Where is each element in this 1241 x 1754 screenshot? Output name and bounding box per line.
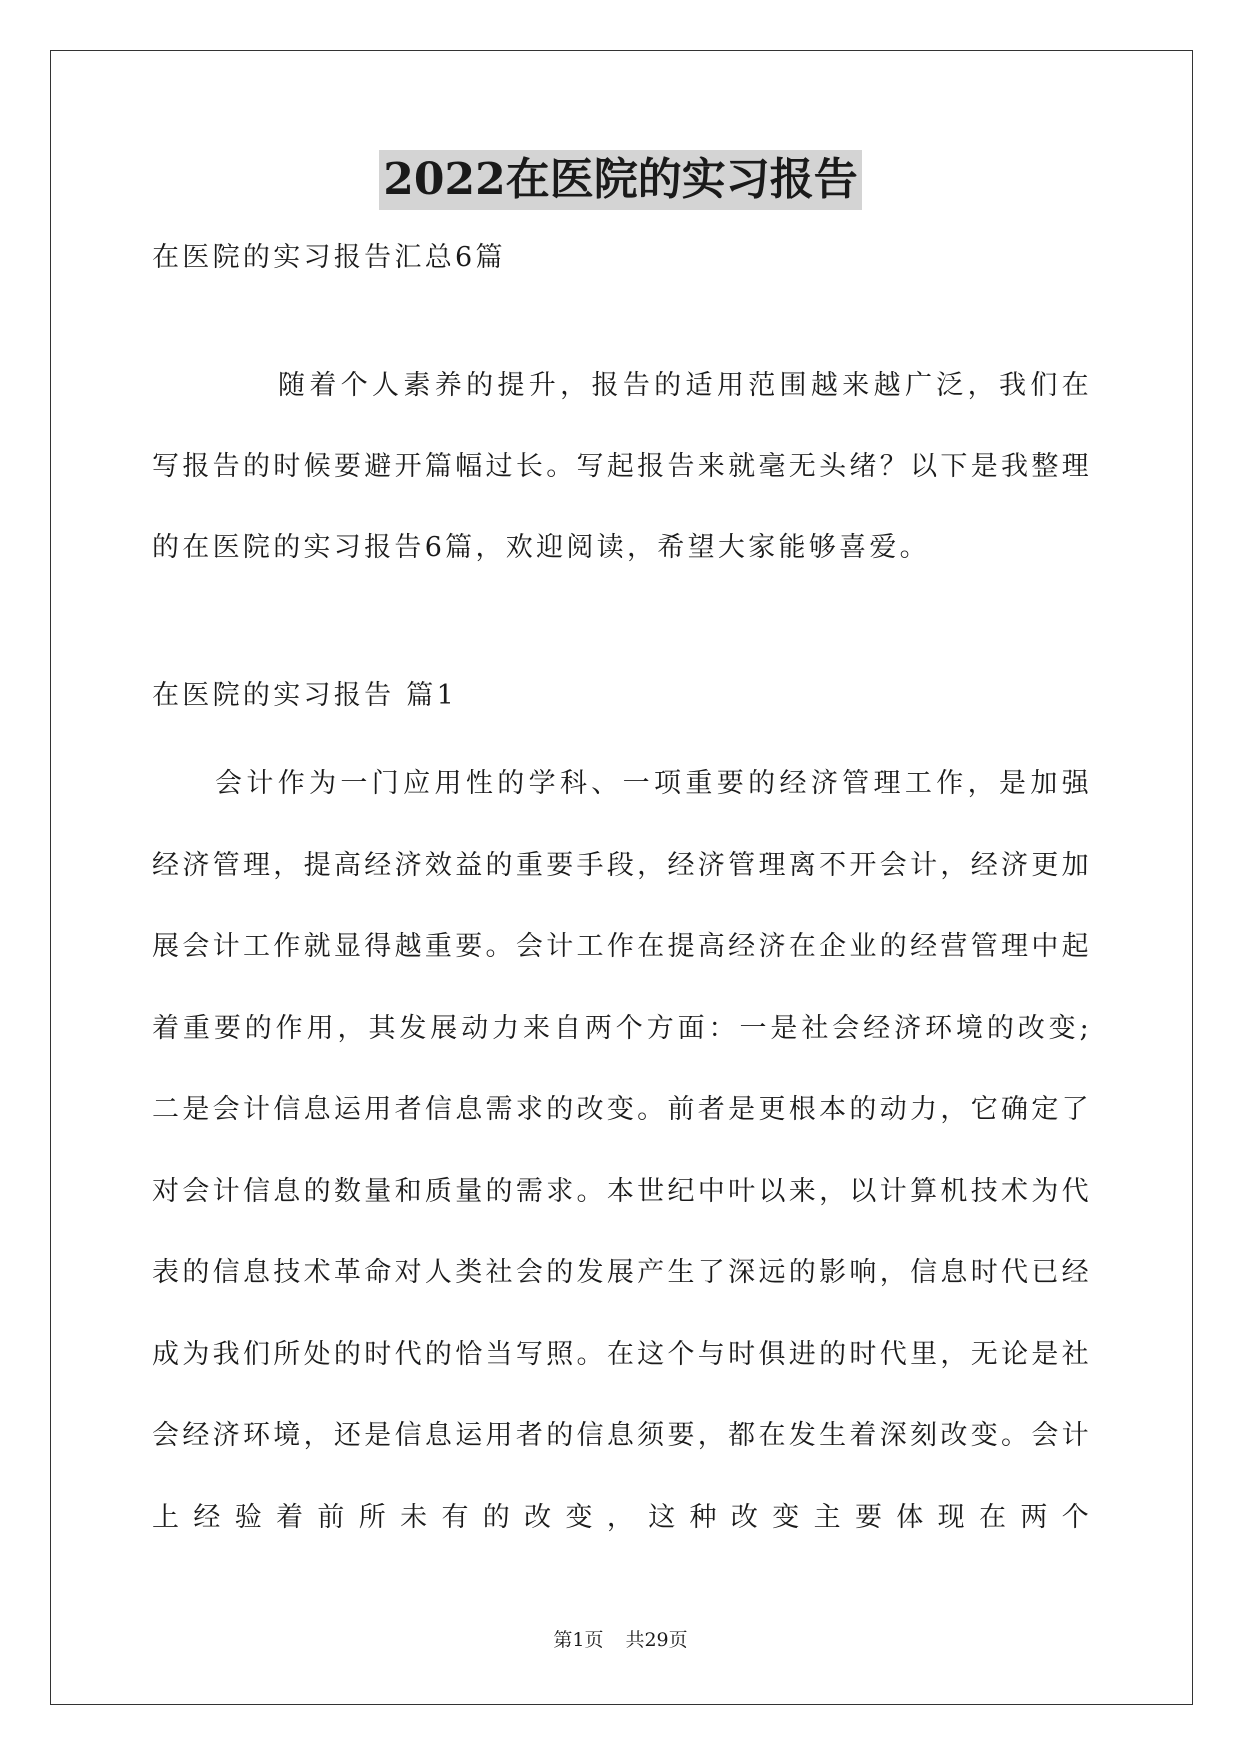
page-footer: [0, 1628, 1241, 1652]
intro-paragraph: 随着个人素养的提升，报告的适用范围越来越广泛，我们在写报告的时候要避开篇幅过长。写起报告来就毫无头绪？以下是我整理的在医院的实习报告6篇，欢迎阅读，希望大家能够喜爱。: [152, 370, 1092, 563]
page-number: 第1页: [553, 1629, 604, 1651]
document-subtitle: 在医院的实习报告汇总6篇: [152, 242, 506, 273]
section-heading: 在医院的实习报告 篇1: [152, 680, 458, 711]
document-title: [0, 150, 1241, 210]
body-paragraph: 会计作为一门应用性的学科、一项重要的经济管理工作，是加强经济管理，提高经济效益的重要手段，经济管理离不开会计，经济更加展会计工作就显得越重要。会计工作在提高经济在企业的经营管理中起着重要的作用，其发展动力来自两个方面：一是社会经济环境的改变;二是会计信息运用者信息需求的改变。前者是更根本的动力，它确定了对会计信息的数量和质量的需求。本世纪中叶以来，以计算机技术为代表的信息技术革命对人类社会的发展产生了深远的影响，信息时代已经成为我们所处的时代的恰当写照。在这个与时俱进的时代里，无论是社会经济环境，还是信息运用者的信息须要，都在发生着深刻改变。会计上经验着前所未有的改变，这种改变主要体现在两个: [152, 768, 1092, 1533]
page-total: 共29页: [625, 1629, 688, 1651]
document-title-text: 2022在医院的实习报告: [379, 150, 861, 210]
